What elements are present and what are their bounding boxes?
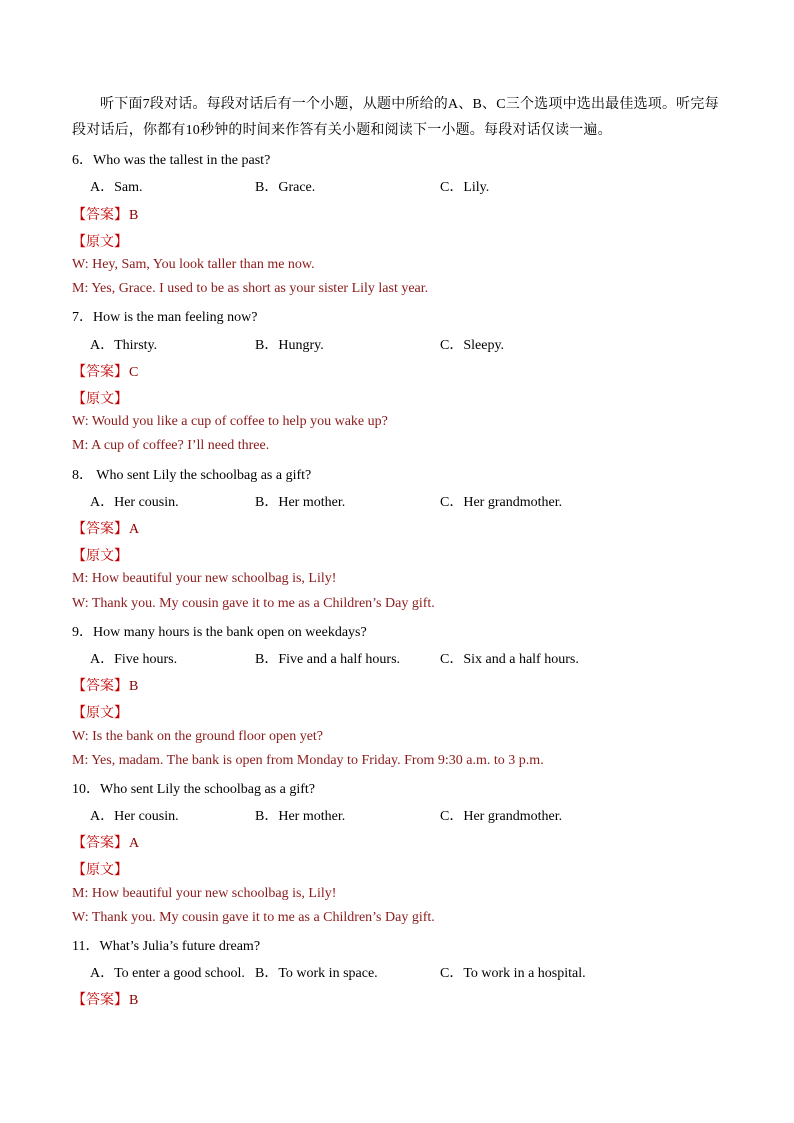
q9-answer [72,675,138,695]
answer-value: B [129,679,139,694]
q11-option-b: B．To work in space. [255,966,378,981]
question-8: 8． Who sent Lily the schoolbag as a gift? [72,468,312,483]
original-label: 【原文】 [72,862,128,878]
q10-option-b: B．Her mother. [255,809,346,824]
answer-value: C [129,365,139,380]
q7-dialogue-line-2: M: A cup of coffee? I’ll need three. [72,438,270,453]
q7-original-label [72,388,128,408]
q6-dialogue-line-1: W: Hey, Sam, You look taller than me now. [72,257,315,272]
q10-original-label [72,859,128,879]
q9-option-c: C．Six and a half hours. [440,652,579,667]
answer-label: 【答案】 [72,364,128,380]
q9-dialogue-line-1: W: Is the bank on the ground floor open yet? [72,729,324,744]
q10-dialogue-line-1: M: How beautiful your new schoolbag is, Lily! [72,886,337,901]
q10-option-c: C．Her grandmother. [440,809,563,824]
q6-original-label [72,231,128,251]
q7-option-c: C．Sleepy. [440,338,505,353]
q8-option-c: C．Her grandmother. [440,495,563,510]
original-label: 【原文】 [72,705,128,721]
question-10: 10．Who sent Lily the schoolbag as a gift? [72,782,315,797]
q7-answer [72,361,138,381]
question-6: 6．Who was the tallest in the past? [72,153,271,168]
q7-option-a: A．Thirsty. [90,338,158,353]
q8-dialogue-line-1: M: How beautiful your new schoolbag is, Lily! [72,571,337,586]
answer-label: 【答案】 [72,207,128,223]
q6-dialogue-line-2: M: Yes, Grace. I used to be as short as your sister Lily last year. [72,281,429,296]
question-9: 9．How many hours is the bank open on weekdays? [72,625,367,640]
answer-value: B [129,208,139,223]
q11-answer [72,989,138,1009]
q8-dialogue-line-2: W: Thank you. My cousin gave it to me as a Children’s Day gift. [72,596,435,611]
q8-option-b: B．Her mother. [255,495,346,510]
q8-option-a: A．Her cousin. [90,495,179,510]
q9-original-label [72,702,128,722]
q9-dialogue-line-2: M: Yes, madam. The bank is open from Monday to Friday. From 9:30 a.m. to 3 p.m. [72,753,544,768]
q9-option-a: A．Five hours. [90,652,178,667]
question-11: 11．What’s Julia’s future dream? [72,939,261,954]
q6-option-a: A．Sam. [90,180,143,195]
q6-option-c: C．Lily. [440,180,490,195]
answer-value: A [129,522,140,537]
original-label: 【原文】 [72,234,128,250]
q10-answer [72,832,139,852]
answer-label: 【答案】 [72,835,128,851]
q8-original-label [72,545,128,565]
question-7: 7．How is the man feeling now? [72,310,258,325]
q6-option-b: B．Grace. [255,180,316,195]
q7-option-b: B．Hungry. [255,338,324,353]
q9-option-b: B．Five and a half hours. [255,652,401,667]
q6-answer [72,204,138,224]
answer-label: 【答案】 [72,521,128,537]
q10-option-a: A．Her cousin. [90,809,179,824]
q8-answer [72,518,139,538]
q11-option-c: C．To work in a hospital. [440,966,586,981]
q7-dialogue-line-1: W: Would you like a cup of coffee to help you wake up? [72,414,388,429]
q10-dialogue-line-2: W: Thank you. My cousin gave it to me as a Children’s Day gift. [72,910,435,925]
answer-label: 【答案】 [72,992,128,1008]
original-label: 【原文】 [72,391,128,407]
answer-value: B [129,993,139,1008]
original-label: 【原文】 [72,548,128,564]
answer-value: A [129,836,140,851]
answer-label: 【答案】 [72,678,128,694]
section-instructions: 听下面7段对话。每段对话后有一个小题，从题中所给的A、B、C三个选项中选出最佳选项。听完每段对话后，你都有10秒钟的时间来作答有关小题和阅读下一小题。每段对话仅读一遍。 [72,97,719,138]
q11-option-a: A．To enter a good school. [90,966,245,981]
